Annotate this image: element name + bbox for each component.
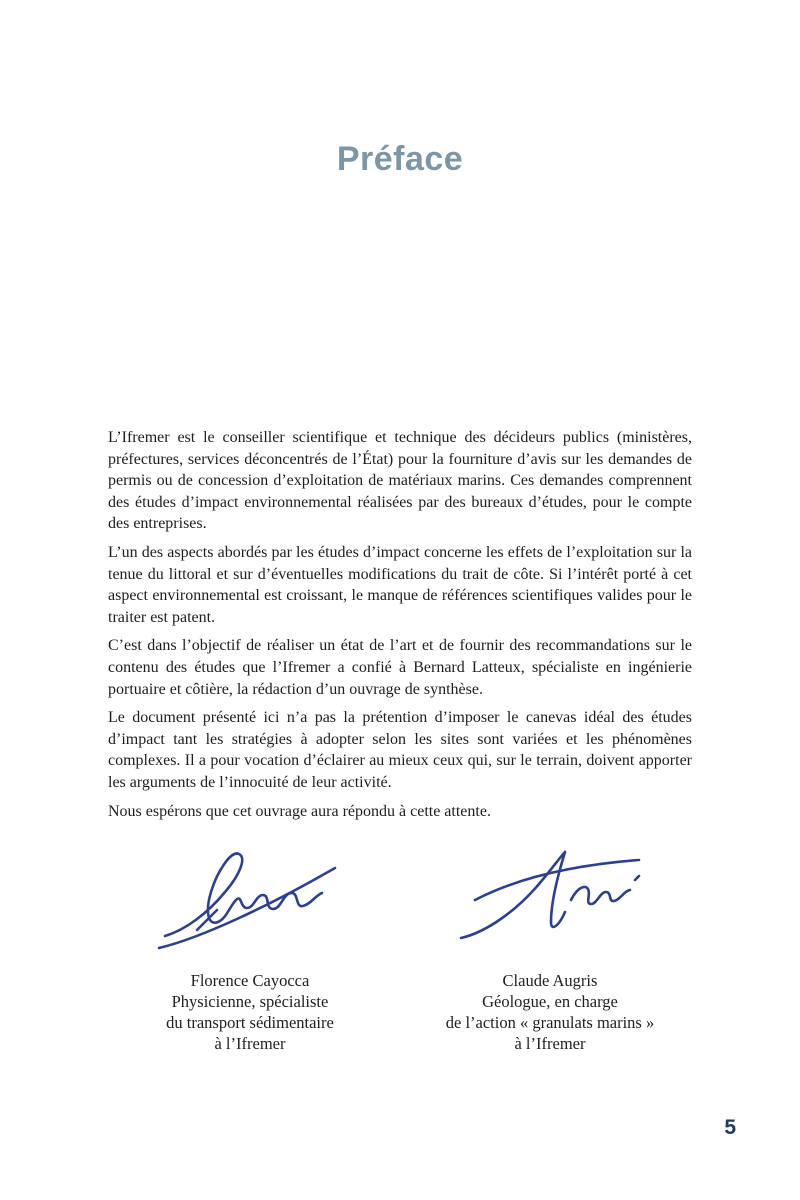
signer-right-org: à l’Ifremer — [514, 1034, 586, 1054]
page-number: 5 — [724, 1116, 736, 1139]
signer-left-role-1: Physicienne, spécialiste — [171, 992, 329, 1012]
paragraph-2: L’un des aspects abordés par les études d’impact concerne les effets de l’exploitation sur la tenue du littoral et sur d’éventuelles modifications du trait de côte. Si l’intérêt porté à cet aspect environnemental est croissant, le manque de références scientifiques valides pour le traiter est patent. — [108, 543, 692, 626]
signer-left-role-2: du transport sédimentaire — [166, 1013, 334, 1033]
signature-right-handwriting — [445, 838, 655, 956]
paragraph-1: L’Ifremer est le conseiller scientifique et technique des décideurs publics (ministères, préfectures, services déconcentrés de l’État) pour la fourniture d’avis sur les demandes de permis ou de concession d’exploitation de matériaux marins. Ces demandes comprennent des études d’impact environnemental réalisées par des bureaux d’études, pour le compte des entreprises. — [108, 429, 692, 533]
signer-right-name: Claude Augris — [502, 971, 598, 991]
signer-right-role-2: de l’action « granulats marins » — [445, 1013, 655, 1033]
signature-left-handwriting — [145, 838, 355, 956]
signature-block-right — [400, 838, 700, 1054]
signature-block-left — [100, 838, 400, 1054]
signer-left-org: à l’Ifremer — [214, 1034, 286, 1054]
signatures-row — [100, 838, 700, 1054]
signer-right-role-1: Géologue, en charge — [482, 992, 618, 1012]
page-title: Préface — [336, 140, 464, 178]
paragraph-3: C’est dans l’objectif de réaliser un état de l’art et de fournir des recommandations sur le contenu des études que l’Ifremer a confié à Bernard Latteux, spécialiste en ingénierie portuaire et côtière, la rédaction d’un ouvrage de synthèse. — [108, 637, 692, 698]
signer-left-caption — [166, 970, 334, 1054]
paragraph-4: Le document présenté ici n’a pas la prétention d’imposer le canevas idéal des études d’impact tant les stratégies à adopter selon les sites sont variées et les phénomènes complexes. Il a pour vocation d’éclairer au mieux ceux qui, sur le terrain, doivent apporter les arguments de l’innocuité de leur activité. — [108, 709, 692, 791]
signer-left-name: Florence Cayocca — [190, 971, 310, 991]
signer-right-caption — [446, 970, 654, 1054]
preface-body — [108, 427, 692, 822]
paragraph-5: Nous espérons que cet ouvrage aura répondu à cette attente. — [108, 802, 491, 820]
